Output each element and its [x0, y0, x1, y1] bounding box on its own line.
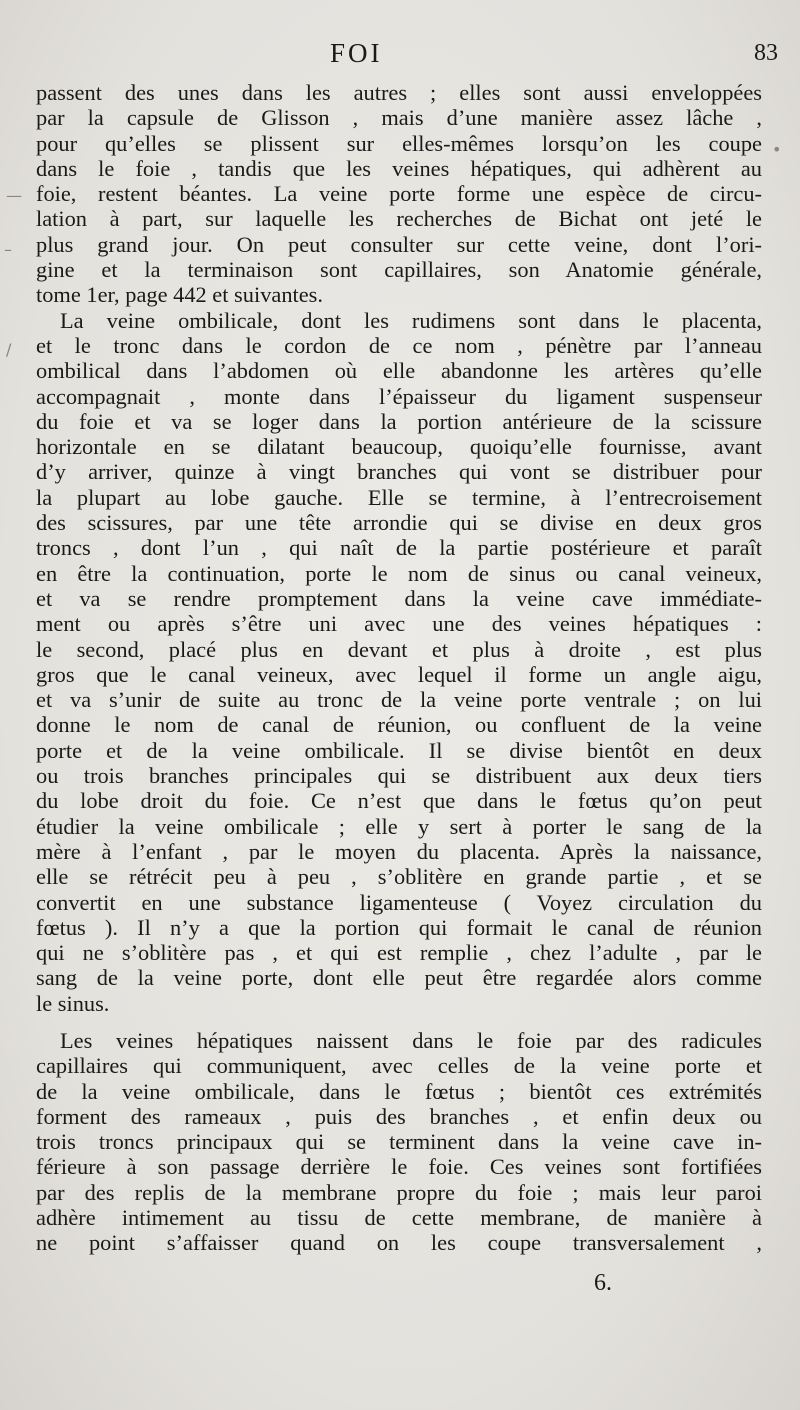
paragraph-2 — [36, 308, 762, 1016]
text-line: le second, placé plus en devant et plus à droite , est plus — [36, 636, 762, 662]
text-line: du lobe droit du foie. Ce n’est que dans le fœtus qu’on peut — [36, 788, 762, 814]
text-line: étudier la veine ombilicale ; elle y sert à porter le sang de la — [36, 813, 762, 839]
margin-dash-mark: – — [4, 240, 12, 259]
text-line: de la veine ombilicale, dans le fœtus ; bientôt ces extrémités — [36, 1078, 762, 1104]
text-line: en être la continuation, porte le nom de sinus ou canal veineux, — [36, 560, 762, 586]
text-line: accompagnait , monte dans l’épaisseur du ligament suspenseur — [36, 383, 762, 409]
body-text — [36, 80, 762, 1256]
text-line: ou trois branches principales qui se distribuent aux deux tiers — [36, 763, 762, 789]
text-line: La veine ombilicale, dont les rudimens sont dans le placenta, — [60, 307, 762, 333]
text-line: la plupart au lobe gauche. Elle se termine, à l’entrecroisement — [36, 484, 762, 510]
text-line: et va s’unir de suite au tronc de la veine porte ventrale ; on lui — [36, 687, 762, 713]
text-line: fœtus ). Il n’y a que la portion qui formait le canal de réunion — [36, 914, 762, 940]
text-line: horizontale en se dilatant beaucoup, quoiqu’elle fournisse, avant — [36, 434, 762, 460]
text-line: foie, restent béantes. La veine porte forme une espèce de circu- — [36, 181, 762, 207]
text-line: dans le foie , tandis que les veines hépatiques, qui adhèrent au — [36, 155, 762, 181]
text-line: trois troncs principaux qui se terminent dans la veine cave in- — [36, 1129, 762, 1155]
text-line: donne le nom de canal de réunion, ou confluent de la veine — [36, 712, 762, 738]
text-line: d’y arriver, quinze à vingt branches qui vont se distribuer pour — [36, 459, 762, 485]
margin-tick-mark: / — [6, 340, 12, 359]
text-line: forment des rameaux , puis des branches , et enfin deux ou — [36, 1103, 762, 1129]
margin-dot-mark: • — [772, 140, 782, 159]
page-number: 83 — [754, 40, 778, 66]
text-line: ombilical dans l’abdomen où elle abandonne les artères qu’elle — [36, 358, 762, 384]
text-line: ment ou après s’être uni avec une des veines hépatiques : — [36, 611, 762, 637]
running-title: FOI — [330, 38, 383, 68]
paragraph-3 — [36, 1028, 762, 1256]
text-line: ne point s’affaisser quand on les coupe transversalement , — [36, 1230, 762, 1256]
text-line: mère à l’enfant , par le moyen du placenta. Après la naissance, — [36, 838, 762, 864]
text-line: adhère intimement au tissu de cette membrane, de manière à — [36, 1205, 762, 1231]
text-line: qui ne s’oblitère pas , et qui est remplie , chez l’adulte , par le — [36, 940, 762, 966]
text-line: plus grand jour. On peut consulter sur cette veine, dont l’ori- — [36, 231, 762, 257]
text-line: des scissures, par une tête arrondie qui se divise en deux gros — [36, 510, 762, 536]
text-line: et le tronc dans le cordon de ce nom , pénètre par l’anneau — [36, 332, 762, 358]
text-line: gros que le canal veineux, avec lequel il forme un angle aigu, — [36, 661, 762, 687]
text-line: le sinus. — [36, 990, 110, 1016]
text-line: troncs , dont l’un , qui naît de la partie postérieure et paraît — [36, 535, 762, 561]
text-line: passent des unes dans les autres ; elles sont aussi enveloppées — [36, 80, 762, 105]
text-line: par des replis de la membrane propre du foie ; mais leur paroi — [36, 1179, 762, 1205]
text-line: pour qu’elles se plissent sur elles-mêmes lorsqu’on les coupe — [36, 130, 762, 156]
signature-mark: 6. — [594, 1270, 612, 1296]
text-line: du foie et va se loger dans la portion antérieure de la scissure — [36, 408, 762, 434]
text-line: capillaires qui communiquent, avec celles de la veine porte et — [36, 1053, 762, 1079]
text-line: sang de la veine porte, dont elle peut être regardée alors comme — [36, 965, 762, 991]
text-line: lation à part, sur laquelle les recherches de Bichat ont jeté le — [36, 206, 762, 232]
text-line: et va se rendre promptement dans la veine cave immédiate- — [36, 585, 762, 611]
text-line: gine et la terminaison sont capillaires, son Anatomie générale, — [36, 257, 762, 283]
text-line: convertit en une substance ligamenteuse ( Voyez circulation du — [36, 889, 762, 915]
text-line: férieure à son passage derrière le foie. Ces veines sont fortifiées — [36, 1154, 762, 1180]
text-line: tome 1er, page 442 et suivantes. — [36, 282, 323, 308]
text-line: elle se rétrécit peu à peu , s’oblitère en grande partie , et se — [36, 864, 762, 890]
text-line: porte et de la veine ombilicale. Il se divise bientôt en deux — [36, 737, 762, 763]
margin-dash-mark: — — [6, 186, 22, 205]
running-head — [0, 38, 800, 78]
text-line: par la capsule de Glisson , mais d’une manière assez lâche , — [36, 105, 762, 131]
text-line: Les veines hépatiques naissent dans le foie par des radicules — [60, 1027, 762, 1053]
paragraph-1 — [36, 80, 762, 308]
